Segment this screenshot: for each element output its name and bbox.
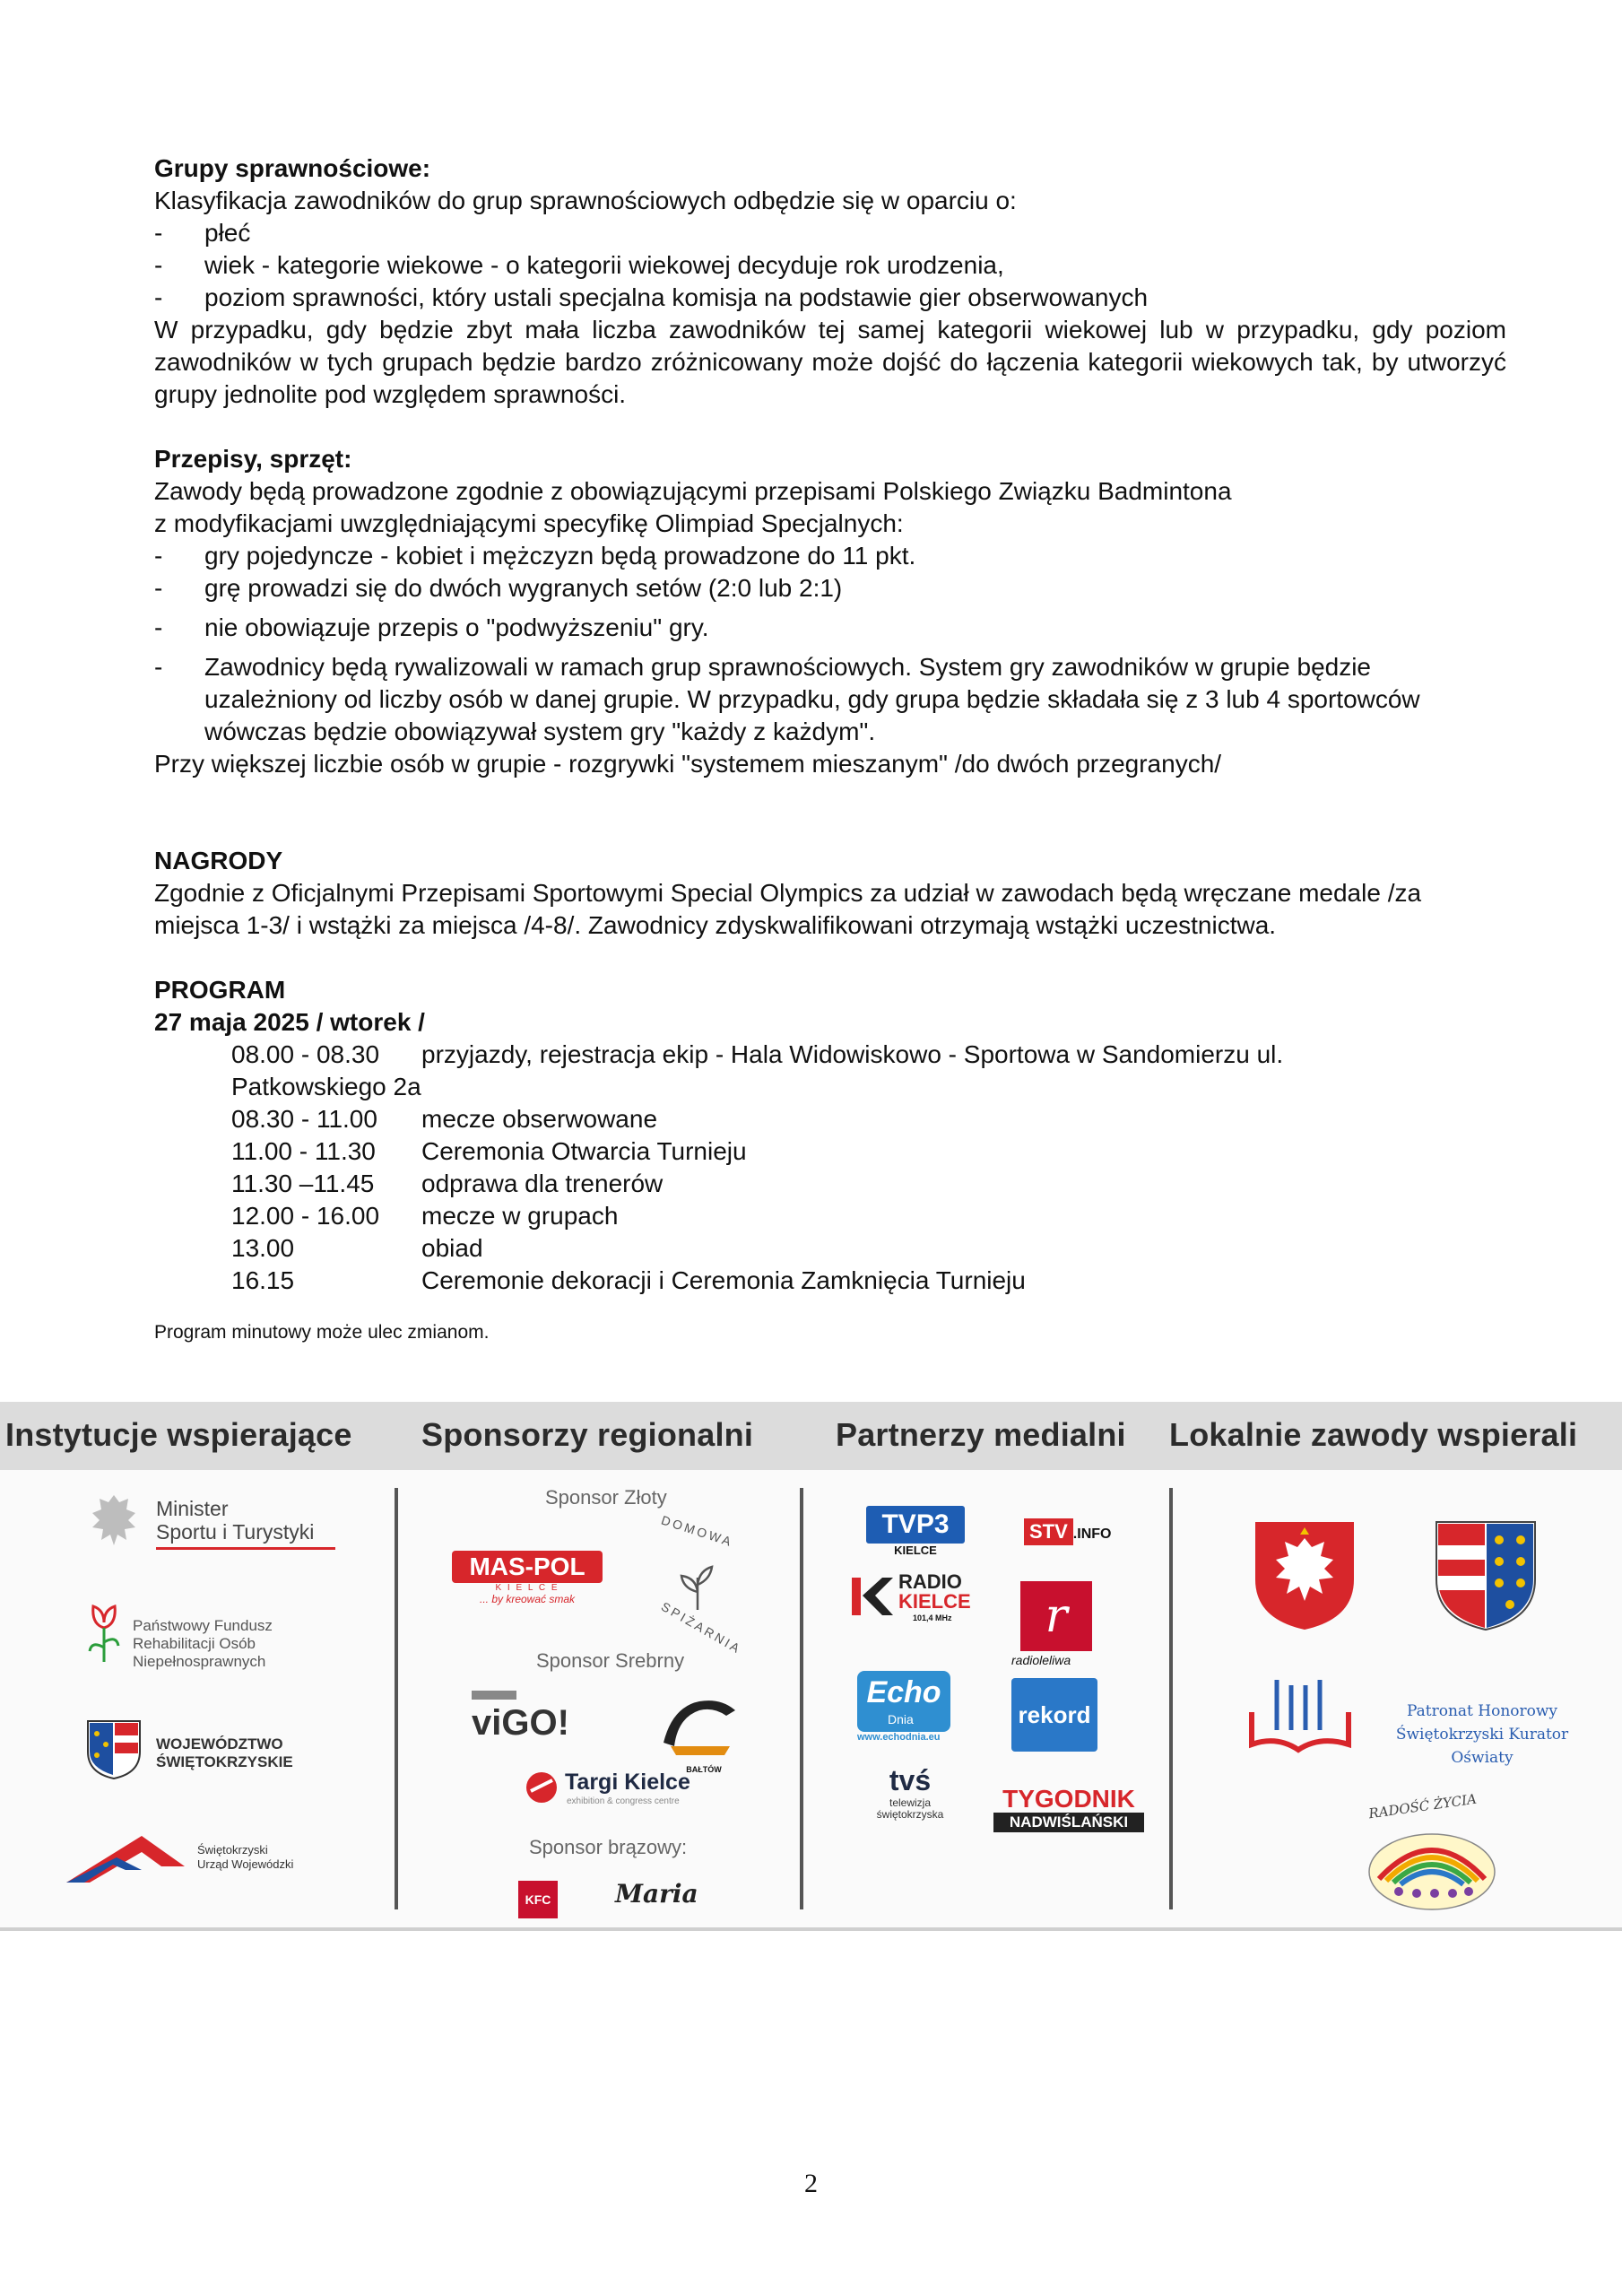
sponsor-banner <box>0 1402 1622 1931</box>
banner-header-band <box>0 1402 1622 1470</box>
header-regional-sponsors: Sponsorzy regionalni <box>421 1416 754 1453</box>
tygodnik-logo: TYGODNIK NADWIŚLAŃSKI <box>993 1786 1144 1834</box>
voivodeship-logo: WOJEWÓDZTWO ŚWIĘTOKRZYSKIE <box>84 1718 353 1789</box>
program-heading: PROGRAM <box>154 976 286 1004</box>
list-item: - gry pojedyncze - kobiet i mężczyzn będą prowadzone do 11 pkt. <box>154 542 916 570</box>
rules-heading: Przepisy, sprzęt: <box>154 445 352 473</box>
schedule-row: 13.00 obiad <box>231 1234 483 1262</box>
header-institutions: Instytucje wspierające <box>5 1416 352 1453</box>
header-media-partners: Partnerzy medialni <box>836 1416 1126 1453</box>
tulip-icon <box>86 1601 122 1665</box>
gold-sponsor-label: Sponsor Złoty <box>545 1486 667 1509</box>
maspol-logo: MAS-POL K I E L C E ... by kreować smak <box>452 1551 603 1619</box>
silver-sponsor-label: Sponsor Srebrny <box>536 1649 685 1672</box>
coat-of-arms-icon <box>84 1718 143 1780</box>
swietokrzyskie-coat-logo <box>1433 1518 1539 1633</box>
targi-kielce-logo: Targi Kielce exhibition & congress centre <box>525 1770 723 1813</box>
bronze-sponsor-label: Sponsor brązowy: <box>529 1836 688 1858</box>
rekord-logo: rekord <box>1011 1678 1097 1752</box>
tvp3-logo: TVP3 KIELCE <box>866 1506 965 1563</box>
list-item: - nie obowiązuje przepis o "podwyższeniu" gry. <box>154 613 709 641</box>
rk-icon <box>848 1574 895 1619</box>
rules-outro: Przy większej liczbie osób w grupie - rozgrywki "systemem mieszanym" /do dwóch przegranych/ <box>154 750 1222 778</box>
divider <box>1169 1488 1173 1909</box>
radio-kielce-logo: RADIO KIELCE 101,4 MHz <box>848 1570 983 1628</box>
leaf-icon <box>671 1560 724 1613</box>
jurapark-logo: BAŁTÓW <box>655 1680 753 1779</box>
rules-intro-1: Zawody będą prowadzone zgodnie z obowiązującymi przepisami Polskiego Związku Badmintona <box>154 477 1232 505</box>
rules-intro-2: z modyfikacjami uwzględniającymi specyfikę Olimpiad Specjalnych: <box>154 509 904 537</box>
awards-heading: NAGRODY <box>154 847 283 874</box>
targi-icon <box>525 1771 558 1804</box>
voivodeship-office-logo: Świętokrzyski Urząd Wojewódzki <box>63 1831 332 1902</box>
vigo-logo: viGO! <box>472 1691 579 1748</box>
coat-of-arms-icon <box>1433 1518 1539 1633</box>
radio-leliwa-logo: r radioleliwa <box>1011 1581 1097 1669</box>
stv-logo: STV .INFO <box>1024 1518 1128 1551</box>
eagle-icon <box>82 1490 145 1558</box>
schedule-row: 11.00 - 11.30 Ceremonia Otwarcia Turnieju <box>231 1137 747 1165</box>
rainbow-icon <box>1366 1822 1497 1911</box>
schedule-row: 08.30 - 11.00 mecze obserwowane <box>231 1105 658 1133</box>
document-body <box>154 152 1506 1345</box>
schedule-row: 12.00 - 16.00 mecze w grupach <box>231 1202 619 1230</box>
domowa-spizarnia-logo: DOMOWA SPIŻARNIA <box>658 1512 745 1657</box>
banner-bottom-line <box>0 1927 1622 1931</box>
poland-coat-logo <box>1252 1518 1357 1633</box>
schedule-row: 08.00 - 08.30 przyjazdy, rejestracja ekip - Hala Widowiskowo - Sportowa w Sandomierzu ul. <box>231 1040 1284 1068</box>
header-local-supporters: Lokalnie zawody wspierali <box>1169 1416 1578 1453</box>
ministry-logo: Minister Sportu i Turystyki <box>82 1490 343 1561</box>
divider <box>395 1488 398 1909</box>
divider <box>800 1488 803 1909</box>
echo-dnia-logo: Echo Dnia www.echodnia.eu <box>857 1671 956 1759</box>
list-item: - Zawodnicy będą rywalizowali w ramach grup sprawnościowych. System gry zawodników w grupie będzie uzależniony od liczby osób w danej grupie. W przypadku, gdy grupa będzie składała się z 3 lub 4 sportowców wówczas będzie obowiązywał system gry "każdy z każdym". <box>154 653 1420 745</box>
schedule-row: Patkowskiego 2a <box>231 1073 421 1100</box>
groups-intro: Klasyfikacja zawodników do grup sprawnościowych odbędzie się w oparciu o: <box>154 187 1017 214</box>
program-note: Program minutowy może ulec zmianom. <box>154 1322 490 1343</box>
kfc-logo: KFC <box>518 1881 558 1918</box>
dinosaur-icon <box>655 1680 744 1761</box>
book-icon <box>1248 1676 1354 1759</box>
kurator-logo: Patronat Honorowy Świętokrzyski Kurator Oświaty <box>1248 1676 1589 1762</box>
list-item: - grę prowadzi się do dwóch wygranych setów (2:0 lub 2:1) <box>154 574 843 602</box>
tvs-logo: tvś telewizja świętokrzyska <box>876 1764 944 1821</box>
page-number: 2 <box>804 2169 818 2198</box>
eagle-shield-icon <box>1252 1518 1357 1633</box>
awards-text: Zgodnie z Oficjalnymi Przepisami Sportowymi Special Olympics za udział w zawodach będą wręczane medale /za miejsca 1-3/ i wstążki za miejsca /4-8/. Zawodnicy zdyskwalifikowani otrzymają wstążki uczestnictwa. <box>154 879 1422 939</box>
roof-icon <box>63 1831 188 1886</box>
list-item: - płeć <box>154 219 251 247</box>
maria-logo: Maria <box>615 1879 698 1909</box>
groups-heading: Grupy sprawnościowe: <box>154 154 431 182</box>
list-item: - poziom sprawności, który ustali specjalna komisja na podstawie gier obserwowanych <box>154 283 1149 311</box>
list-item: - wiek - kategorie wiekowe - o kategorii wiekowej decyduje rok urodzenia, <box>154 251 1004 279</box>
pfron-logo: Państwowy Fundusz Rehabilitacji Osób Niepełnosprawnych <box>86 1601 355 1673</box>
radosc-zycia-logo: RADOŚĆ ŻYCIA <box>1357 1789 1503 1915</box>
schedule-row: 16.15 Ceremonie dekoracji i Ceremonia Zamknięcia Turnieju <box>231 1266 1026 1294</box>
program-date: 27 maja 2025 / wtorek / <box>154 1008 425 1036</box>
schedule-row: 11.30 –11.45 odprawa dla trenerów <box>231 1170 664 1197</box>
program-schedule <box>231 1039 1506 1297</box>
groups-note: W przypadku, gdy będzie zbyt mała liczba zawodników tej samej kategorii wiekowej lub w przypadku, gdy poziom zawodników w tych grupach będzie bardzo zróżnicowany może dojść do łączenia kategorii wiekowych tak, by utworzyć grupy jednolite pod względem sprawności. <box>154 316 1506 408</box>
